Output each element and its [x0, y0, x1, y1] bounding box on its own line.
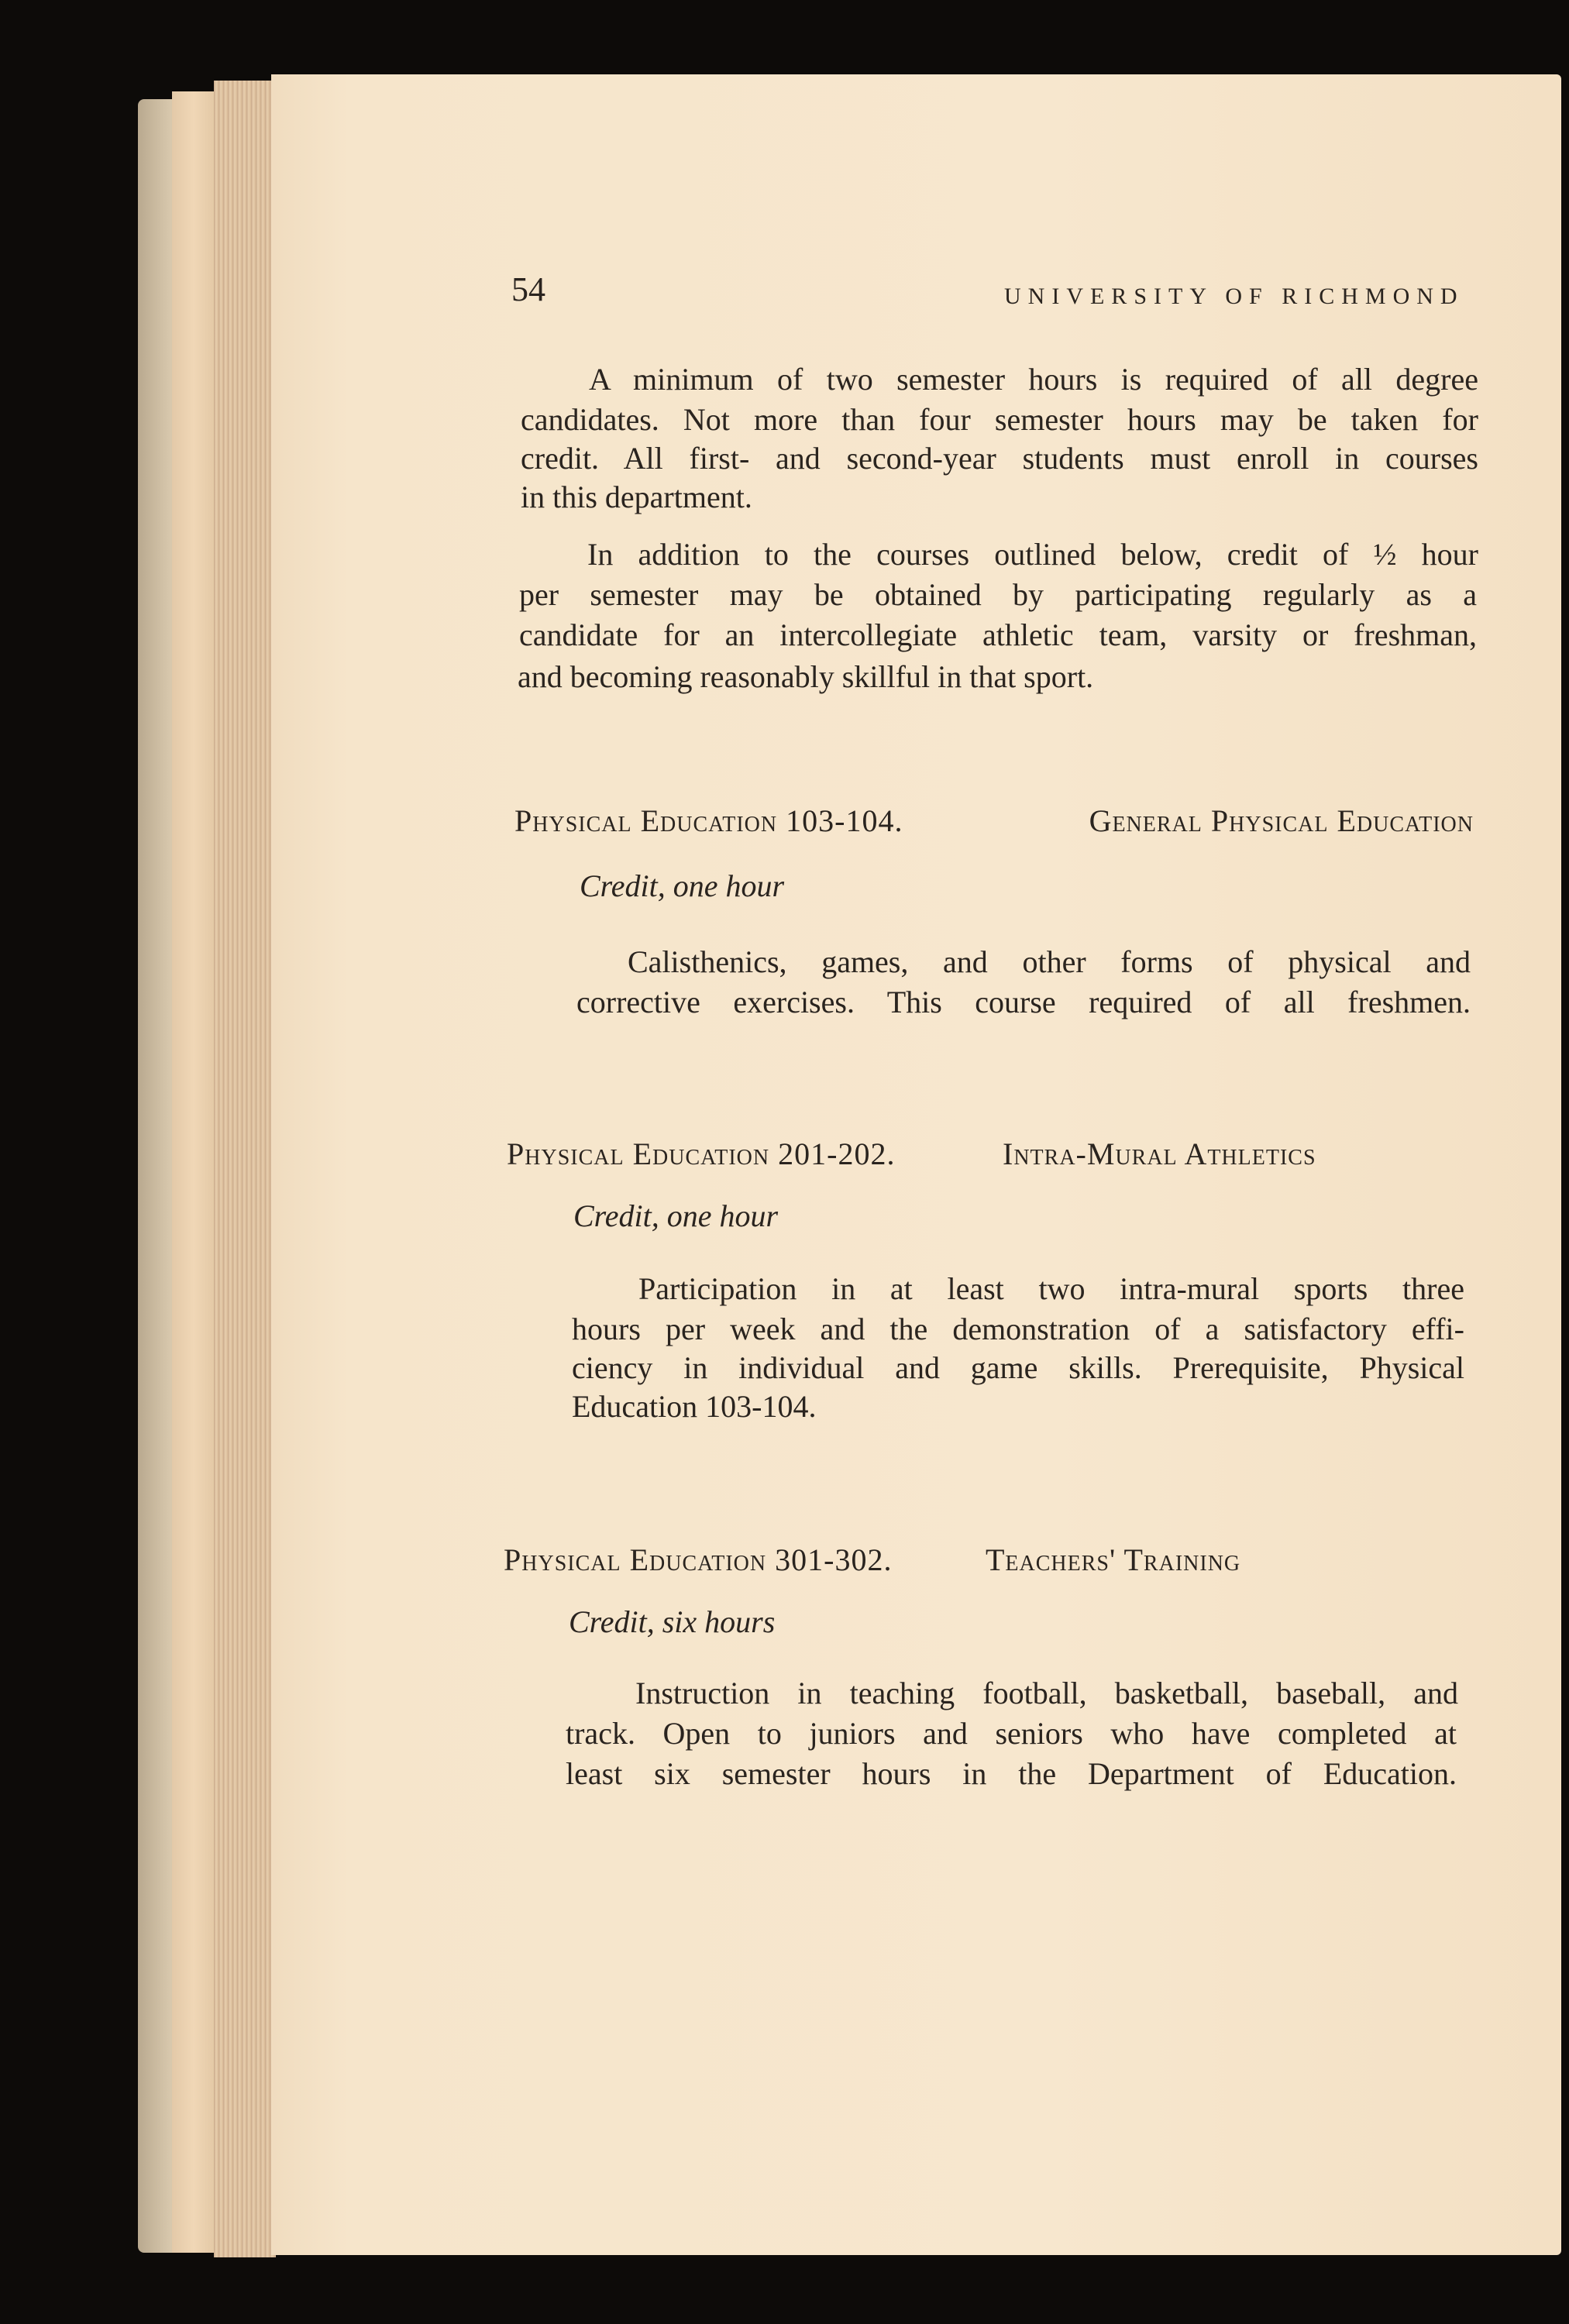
intro-p2-line-4: and becoming reasonably skillful in that sport. — [518, 659, 1094, 694]
intro-p2-line-2: per semester may be obtained by participating regularly as a — [519, 577, 1477, 612]
course-dept: Physical Education — [514, 803, 778, 838]
course-description-line-2: hours per week and the demonstration of a satisfactory effi- — [572, 1312, 1464, 1346]
intro-p1-line-3: credit. All first- and second-year students must enroll in courses — [521, 441, 1478, 476]
course-number: 103-104. — [786, 803, 903, 838]
page-stack-lines — [214, 81, 276, 2257]
intro-p1-line-1: A minimum of two semester hours is required of all degree — [589, 362, 1478, 397]
intro-p2-line-3: candidate for an intercollegiate athletic team, varsity or freshman, — [519, 617, 1477, 652]
running-title: UNIVERSITY OF RICHMOND — [1004, 284, 1464, 309]
course-dept: Physical Education — [504, 1542, 767, 1577]
course-heading — [507, 1136, 1467, 1172]
course-description-line-1: Calisthenics, games, and other forms of physical and — [628, 944, 1471, 979]
course-credit: Credit, six hours — [569, 1604, 776, 1639]
course-number: 201-202. — [778, 1136, 896, 1171]
course-title: General Physical Education — [1089, 803, 1474, 838]
course-description-line-3: least six semester hours in the Department of Education. — [566, 1756, 1457, 1791]
intro-p1-line-2: candidates. Not more than four semester hours may be taken for — [521, 402, 1478, 437]
course-description-line-1: Participation in at least two intra-mural sports three — [638, 1271, 1464, 1306]
course-description-line-2: track. Open to juniors and seniors who have completed at — [566, 1716, 1457, 1751]
intro-p2-line-1: In addition to the courses outlined below, credit of ½ hour — [587, 537, 1478, 572]
course-dept: Physical Education — [507, 1136, 770, 1171]
course-description-line-4: Education 103-104. — [572, 1389, 817, 1424]
course-description-line-2: corrective exercises. This course required of all freshmen. — [576, 985, 1471, 1019]
course-description-line-1: Instruction in teaching football, basketball, baseball, and — [635, 1676, 1458, 1710]
course-credit: Credit, one hour — [573, 1198, 779, 1233]
page-number: 54 — [511, 270, 545, 308]
course-heading — [514, 803, 1474, 839]
course-description-line-3: ciency in individual and game skills. Prerequisite, Physical — [572, 1350, 1464, 1385]
course-title: Intra-Mural Athletics — [1003, 1136, 1316, 1171]
course-number: 301-302. — [775, 1542, 893, 1577]
course-title: Teachers' Training — [986, 1542, 1241, 1577]
course-heading — [504, 1542, 1464, 1578]
intro-p1-line-4: in this department. — [521, 480, 752, 514]
course-credit: Credit, one hour — [580, 868, 785, 903]
